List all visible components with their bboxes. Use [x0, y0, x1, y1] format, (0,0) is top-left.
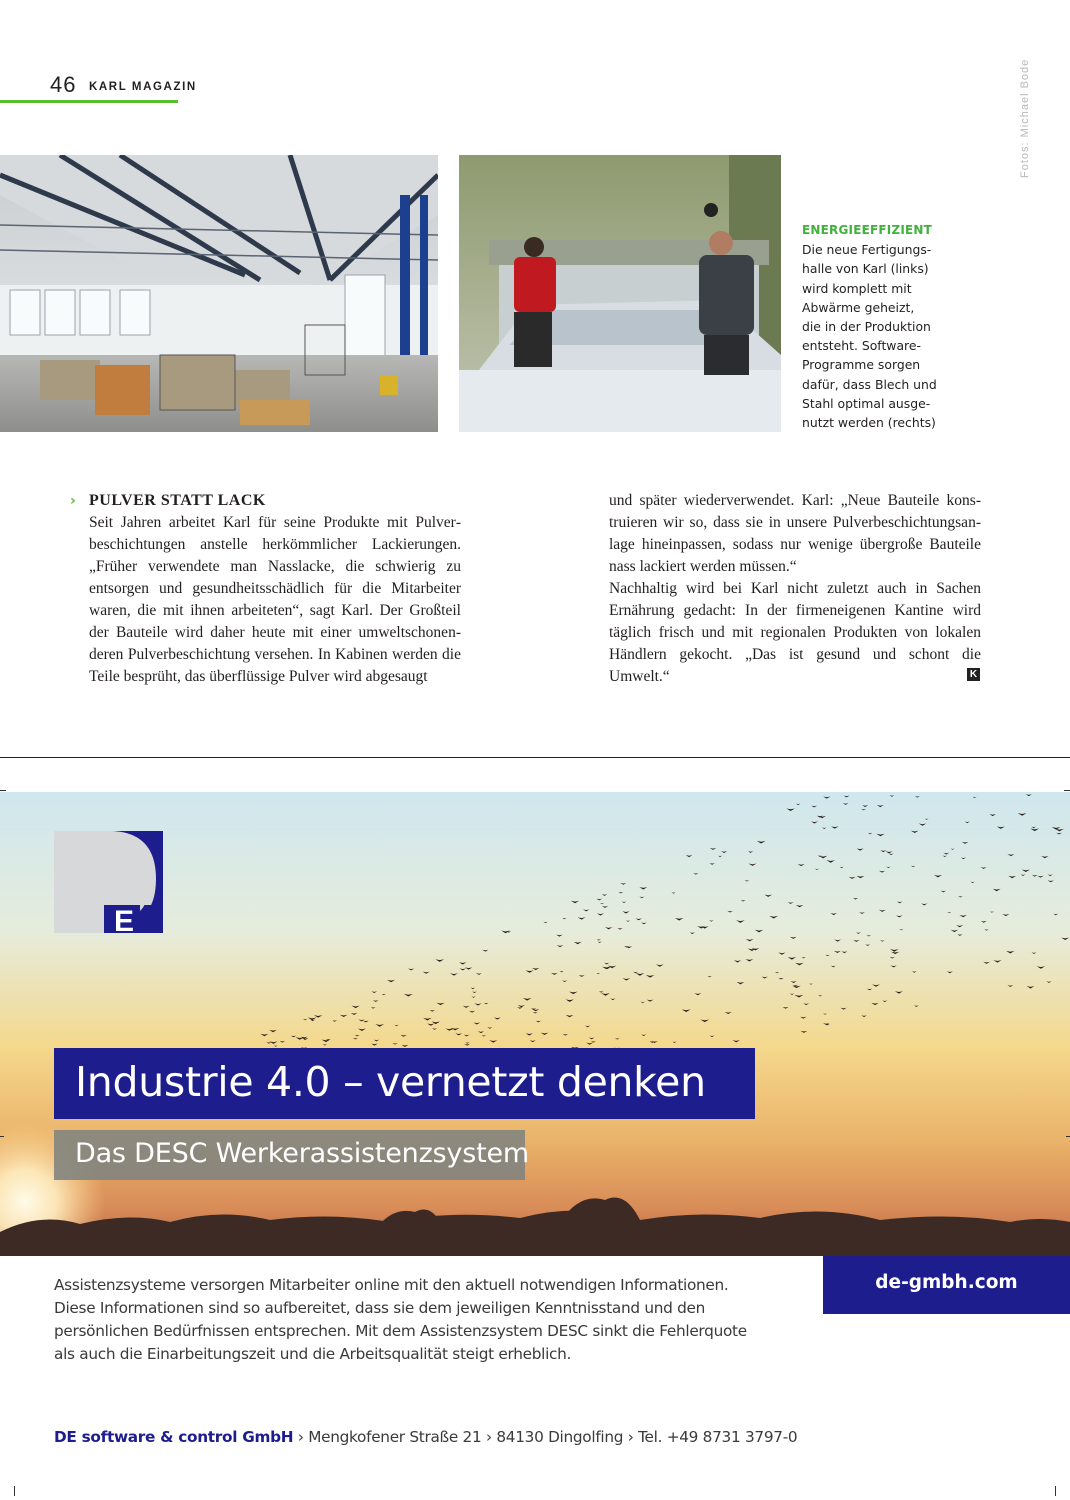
ad-body-line: persönlichen Bedürfnissen entsprechen. Mit dem Assistenzsystem DESC sinkt die Fehlerquote [54, 1322, 747, 1340]
caption-line: die in der Produktion [802, 319, 931, 335]
ad-headline: Industrie 4.0 – vernetzt denken [75, 1058, 706, 1106]
crop-mark [1064, 790, 1070, 791]
caption-line: dafür, dass Blech und [802, 376, 937, 392]
caption-line: nutzt werden (rechts) [802, 415, 936, 431]
section-divider [0, 757, 1070, 758]
company-name: DE software & control GmbH [54, 1428, 294, 1446]
crop-mark [0, 790, 6, 791]
photo-caption [802, 221, 952, 432]
de-company-logo [54, 831, 163, 933]
caption-line: Programme sorgen [802, 357, 921, 373]
ad-body-line: Diese Informationen sind so aufbereitet, dass sie dem jeweiligen Kenntnisstand und den [54, 1299, 706, 1317]
svg-text:E: E [114, 905, 135, 933]
company-address: › Mengkofener Straße 21 › 84130 Dingolfing › Tel. +49 8731 3797-0 [293, 1428, 798, 1446]
article-column-1 [89, 512, 461, 688]
caption-line: Stahl optimal ausge- [802, 395, 931, 411]
header-rule [0, 100, 178, 103]
caption-line: Abwärme geheizt, [802, 299, 915, 315]
crop-mark [14, 1486, 15, 1496]
caption-line: halle von Karl (links) [802, 261, 929, 277]
article-paragraph: und später wiederverwendet. Karl: „Neue Bauteile konstruieren wir so, dass sie in unsere Pulverbeschichtungsanlage hineinpassen, sodass nur wenige übergroße Bauteile nass lackiert werden müssen.“ [609, 492, 981, 575]
crop-mark [1066, 1136, 1070, 1137]
production-hall-photo [0, 155, 438, 432]
caption-line: wird komplett mit [802, 280, 912, 296]
caption-line: entsteht. Software- [802, 338, 921, 354]
article-paragraph: Seit Jahren arbeitet Karl für seine Produkte mit Pulverbeschichtungen anstelle herkömmlicher Lackierungen. „Früher verwendete man Nasslacke, die schwierig zu entsorgen und gesundheitsschädlich für die Mitarbeiter waren, die mit ihnen arbeiteten“, sagt Karl. Der Großteil der Bauteile wird daher heute mit einer umweltschonenderen Pulverbeschichtung versehen. In Kabinen werden die Teile besprüht, das überflüssige Pulver wird abgesaugt [89, 514, 461, 685]
ad-subline: Das DESC Werkerassistenzsystem [75, 1138, 529, 1169]
workers-photo [459, 155, 781, 432]
photo-credit: Fotos: Michael Bode [1019, 58, 1031, 178]
article-column-2 [609, 490, 981, 688]
magazine-name: KARL MAGAZIN [89, 81, 197, 93]
caption-line: Die neue Fertigungs- [802, 242, 932, 258]
crop-mark [1055, 1486, 1056, 1496]
ad-footer [54, 1428, 797, 1446]
page-number: 46 [50, 72, 77, 97]
crop-mark [0, 1136, 4, 1137]
website-link[interactable]: de-gmbh.com [875, 1272, 1018, 1293]
article-paragraph: Nachhaltig wird bei Karl nicht zuletzt auch in Sachen Ernährung gedacht: In der firmeneigenen Kantine wird täglich frisch und mit regionalen Produkten von lokalen Händlern gekocht. „Das ist gesund und schont die Umwelt.“ [609, 580, 981, 685]
ad-body-line: Assistenzsysteme versorgen Mitarbeiter online mit den aktuell notwendigen Informationen. [54, 1276, 729, 1294]
chevron-right-icon: › [70, 493, 76, 509]
article-title: PULVER STATT LACK [89, 492, 266, 509]
caption-title: ENERGIEEFFIZIENT [802, 223, 933, 237]
karl-end-mark-icon: K [967, 668, 980, 681]
ad-body-line: als auch die Einarbeitungszeit und die Arbeitsqualität steigt erheblich. [54, 1345, 572, 1363]
ad-body-text [54, 1274, 814, 1366]
